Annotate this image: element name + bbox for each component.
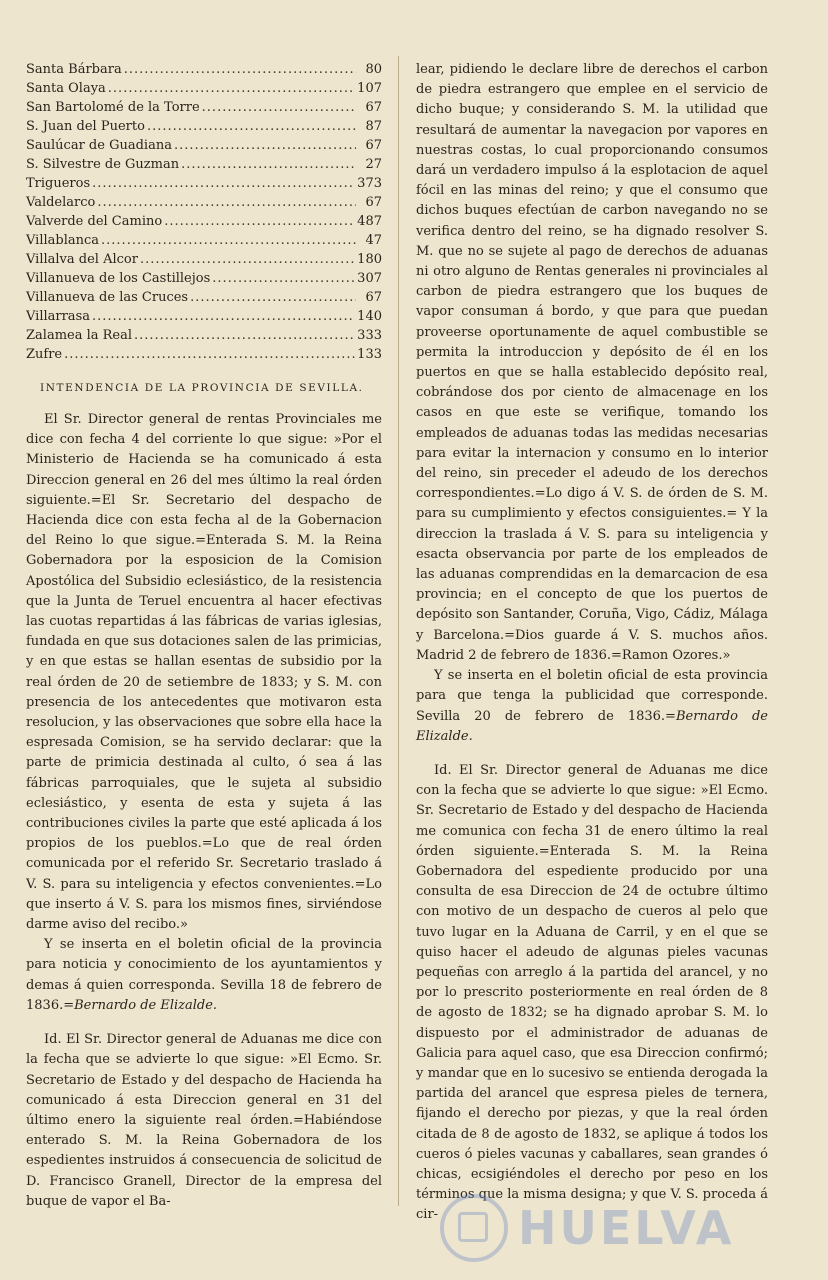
leader-dots [164, 212, 355, 231]
town-row [26, 155, 382, 174]
town-row [26, 193, 382, 212]
town-list [26, 60, 382, 364]
town-name: Villanueva de los Castillejos [26, 271, 211, 286]
town-row [26, 117, 382, 136]
town-number: 373 [357, 176, 382, 191]
leader-dots [190, 288, 356, 307]
town-row [26, 307, 382, 326]
right-column [416, 60, 768, 1226]
leader-dots [108, 79, 355, 98]
town-name: Santa Bárbara [26, 62, 122, 77]
leader-dots [101, 231, 356, 250]
town-number: 80 [365, 62, 382, 77]
town-number: 307 [357, 271, 382, 286]
town-number: 67 [365, 100, 382, 115]
town-name: S. Juan del Puerto [26, 119, 145, 134]
town-row [26, 174, 382, 193]
town-name: Villarrasa [26, 309, 90, 324]
column-divider [398, 56, 399, 1206]
town-row [26, 345, 382, 364]
town-name: S. Silvestre de Guzman [26, 157, 180, 172]
town-number: 140 [357, 309, 382, 324]
section-heading: INTENDENCIA DE LA PROVINCIA DE SEVILLA. [40, 382, 364, 394]
town-number: 333 [357, 328, 382, 343]
town-row [26, 269, 382, 288]
leader-dots [140, 250, 355, 269]
town-name: Valdelarco [26, 195, 96, 210]
town-number: 67 [365, 195, 382, 210]
town-row [26, 326, 382, 345]
town-number: 133 [357, 347, 382, 362]
town-row [26, 212, 382, 231]
town-row [26, 250, 382, 269]
town-row [26, 79, 382, 98]
town-row [26, 136, 382, 155]
leader-dots [134, 326, 355, 345]
watermark-text: HUELVA [518, 1201, 735, 1255]
town-number: 487 [357, 214, 382, 229]
town-row [26, 60, 382, 79]
leader-dots [147, 117, 356, 136]
town-name: San Bartolomé de la Torre [26, 100, 200, 115]
town-number: 47 [365, 233, 382, 248]
town-number: 180 [357, 252, 382, 267]
leader-dots [124, 60, 356, 79]
paragraph: Id. El Sr. Director general de Aduanas me dice con la fecha que se advierte lo que sigue: »El Ecmo. Sr. Secretario de Estado y del despacho de Hacienda ha comunicado á esta Direccion general en 31 del último enero la siguiente real órden.=Habiéndose enterado S. M. la Reina Gobernadora de los espedientes instruidos á consecuencia de solicitud de D. Francisco Granell, Director de la empresa del buque de vapor el Ba- [26, 1032, 382, 1209]
paragraph: Id. El Sr. Director general de Aduanas me dice con la fecha que se advierte lo que sigue: »El Ecmo. Sr. Secretario de Estado y del despacho de Hacienda me comunica con fecha 31 de enero último la real órden siguiente.=Enterada S. M. la Reina Gobernadora del espediente producido por una consulta de esa Direccion de 24 de octubre último con motivo de un despacho de cueros al pelo que tuvo lugar en la Aduana de Carril, y en el que se quiso hacer el adeudo de algunas pieles vacunas pequeñas con arreglo á la partida del arancel, y no por lo prescrito posteriormente en real órden de 8 de agosto de 1832; se ha dignado aprobar S. M. lo dispuesto por el administrador de aduanas de Galicia para aquel caso, que esa Direccion confirmó; y mandar que en lo sucesivo se entienda derogada la partida del arancel que espresa pieles de ternera, fijando el derecho por piezas, y que la real órden citada de 8 de agosto de 1832, se aplique á todos los cueros ó pieles vacunas y caballares, sean grandes ó chicas, ecsigiéndoles el derecho por peso en los términos que la misma designa; y que V. S. proceda á cir- [416, 762, 768, 1223]
leader-dots [181, 155, 356, 174]
paragraph: Y se inserta en el boletin oficial de esta provincia para que tenga la publicidad que corresponde. Sevilla 20 de febrero de 1836.=Bernardo de Elizalde. [416, 668, 768, 744]
leader-dots [97, 193, 356, 212]
seal-icon [440, 1194, 508, 1262]
town-name: Villalva del Alcor [26, 252, 138, 267]
town-number: 107 [357, 81, 382, 96]
leader-dots [202, 98, 356, 117]
town-name: Santa Olaya [26, 81, 106, 96]
leader-dots [92, 307, 355, 326]
signature: Bernardo de Elizalde. [416, 708, 768, 744]
leader-dots [64, 345, 355, 364]
leader-dots [174, 136, 356, 155]
town-number: 27 [365, 157, 382, 172]
town-name: Villablanca [26, 233, 100, 248]
town-number: 67 [365, 290, 382, 305]
watermark [440, 1188, 780, 1268]
town-name: Zufre [26, 347, 63, 362]
town-number: 67 [365, 138, 382, 153]
town-name: Zalamea la Real [26, 328, 133, 343]
leader-dots [212, 269, 355, 288]
paragraph: lear, pidiendo le declare libre de derechos el carbon de piedra estrangero que emplee en el servicio de dicho buque; y considerando S. M. la utilidad que resultará de aumentar la navegacion por vapores en nuestras costas, lo cual proporcionando consumos dará un verdadero impulso á la esplotacion de aquel fócil en las minas del reino; y que el consumo que dichos buques efectúan de carbon navegando no se verifica dentro del reino, se ha dignado resolver S. M. que no se sujete al pago de derechos de aduanas ni otro alguno de Rentas generales ni provinciales al carbon de piedra estrangero que los buques de vapor consuman á bordo, y que para que puedan proveerse oportunamente de aquel combustible se permita la introduccion y depósito de él en los puertos en que se halla establecido depósito real, cobrándose dos por ciento de almacenage en los casos en que este se verifique, tomando los empleados de aduanas todas las medidas necesarias para evitar la internacion y consumo en lo interior del reino, sin preceder el adeudo de los derechos correspondientes.=Lo digo á V. S. de órden de S. M. para su cumplimiento y efectos consiguientes.= Y la direccion la traslada á V. S. para su inteligencia y esacta observancia por parte de los empleados de las aduanas comprendidas en la demarcacion de esa provincia; en el concepto de que los puertos de depósito son Santander, Coruña, Vigo, Cádiz, Málaga y Barcelona.=Dios guarde á V. S. muchos años. Madrid 2 de febrero de 1836.=Ramon Ozores.» [416, 62, 768, 663]
town-row [26, 231, 382, 250]
paragraph: El Sr. Director general de rentas Provinciales me dice con fecha 4 del corriente lo que sigue: »Por el Ministerio de Hacienda se ha comunicado á esta Direccion general en 26 del mes último la real órden siguiente.=El Sr. Secretario del despacho de Hacienda dice con esta fecha al de la Gobernacion del Reino lo que sigue.=Enterada S. M. la Reina Gobernadora por la esposicion de la Comision Apostólica del Subsidio eclesiástico, de la resistencia que la Junta de Teruel encuentra al hacer efectivas las cuotas repartidas á las fábricas de varias iglesias, fundada en que sus dotaciones salen de las primicias, y en que estas se hallan esentas de subsidio por la real órden de 20 de setiembre de 1833; y S. M. con presencia de los antecedentes que motivaron esta resolucion, y las observaciones que sobre ella hace la espresada Comision, se ha servido declarar: que la parte de primicia destinada al culto, ó sea á las fábricas parroquiales, que le sujeta al subsidio eclesiástico, y esenta de esta y sujeta á las contribuciones civiles la parte que esté aplicada á los propios de los pueblos.=Lo que de real órden comunicada por el referido Sr. Secretario traslado á V. S. para su inteligencia y efectos convenientes.=Lo que inserto á V. S. para los mismos fines, sirviéndose darme aviso del recibo.» [26, 412, 382, 933]
paragraph: Y se inserta en el boletin oficial de la provincia para noticia y conocimiento de los ayuntamientos y demas á quien corresponda. Sevilla 18 de febrero de 1836.=Bernardo de Elizalde. [26, 937, 382, 1013]
town-name: Saulúcar de Guadiana [26, 138, 172, 153]
leader-dots [92, 174, 355, 193]
town-row [26, 98, 382, 117]
town-name: Villanueva de las Cruces [26, 290, 189, 305]
signature: Bernardo de Elizalde. [74, 997, 218, 1013]
town-number: 87 [365, 119, 382, 134]
town-name: Trigueros [26, 176, 91, 191]
left-column [26, 60, 382, 1212]
town-name: Valverde del Camino [26, 214, 163, 229]
town-row [26, 288, 382, 307]
